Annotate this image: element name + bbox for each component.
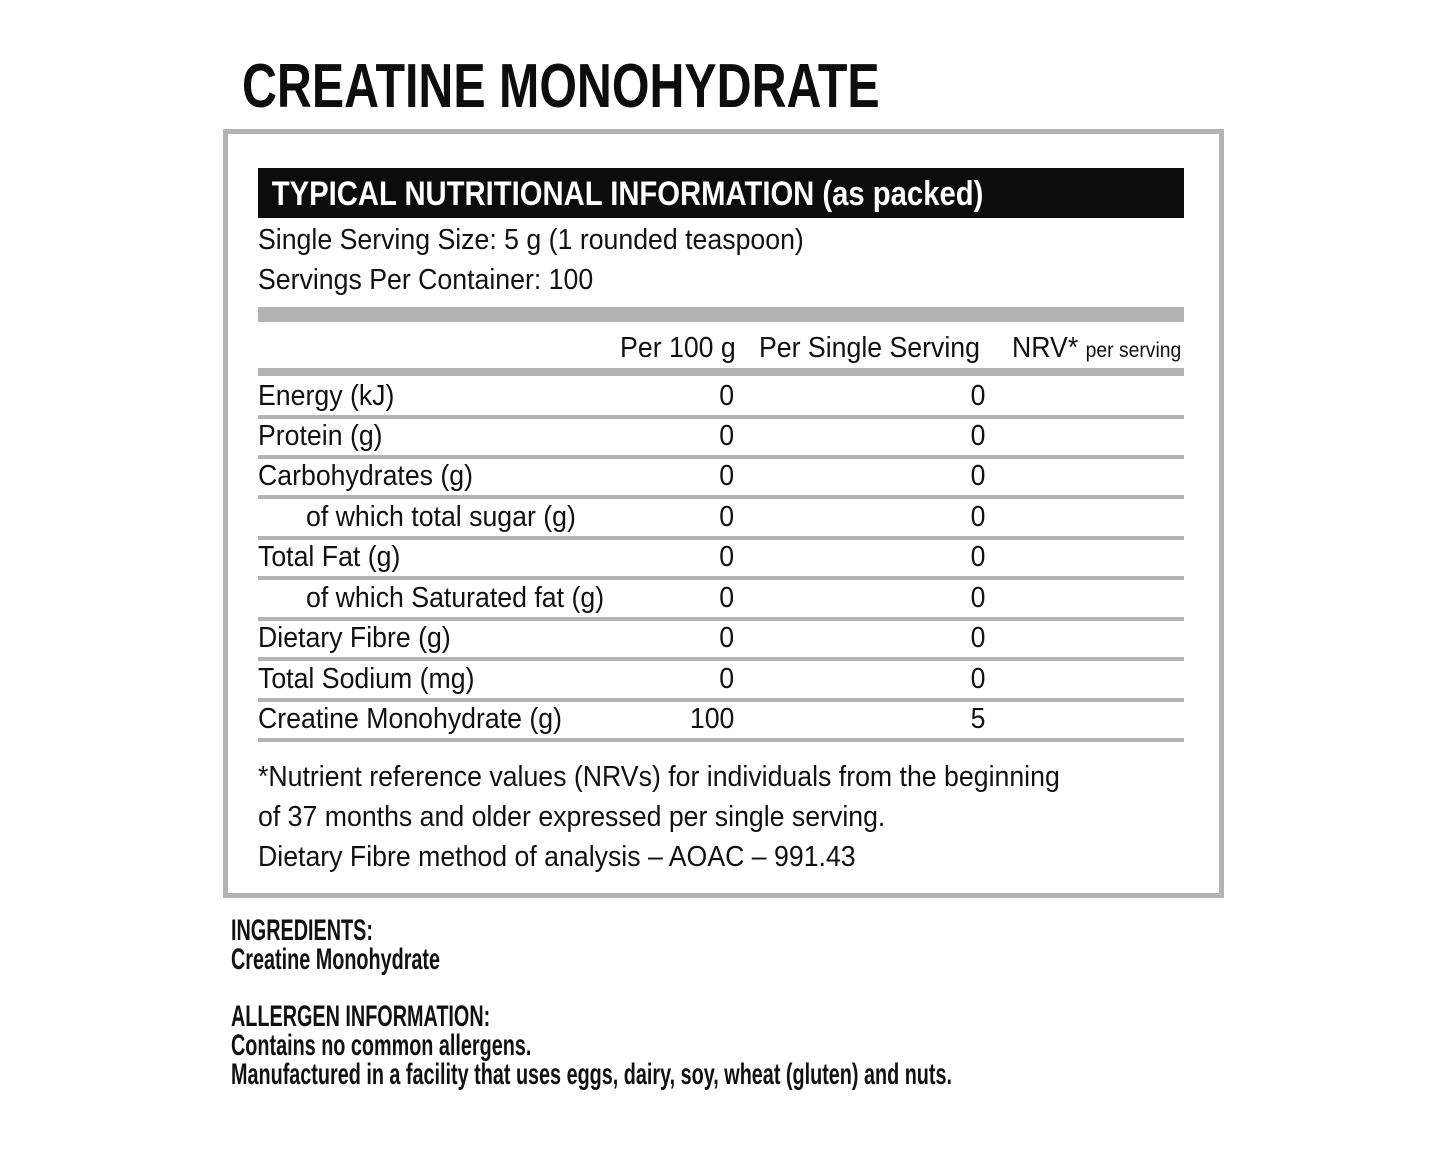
product-title: CREATINE MONOHYDRATE [242, 52, 880, 121]
row-label: of which Saturated fat (g) [306, 582, 605, 614]
row-value-per-100g: 0 [719, 380, 734, 412]
row-value-per-serving: 0 [970, 501, 986, 533]
table-row [258, 417, 1184, 455]
row-value-per-serving: 5 [970, 703, 986, 735]
row-value-per-serving: 0 [970, 420, 986, 452]
grey-divider-rule [258, 368, 1184, 376]
row-value-per-serving: 0 [970, 582, 986, 614]
nutrition-panel-header-text: TYPICAL NUTRITIONAL INFORMATION (as packed) [271, 175, 984, 213]
row-value-per-100g: 0 [719, 501, 734, 533]
table-row [258, 660, 1184, 698]
row-label: Carbohydrates (g) [258, 460, 474, 492]
row-value-per-100g: 0 [719, 582, 734, 614]
row-label: Energy (kJ) [258, 380, 395, 412]
row-value-per-serving: 0 [970, 622, 986, 654]
row-label: Protein (g) [258, 420, 383, 452]
grey-divider-bar [258, 307, 1184, 322]
column-header-per-100g: Per 100 g [620, 332, 736, 364]
table-row [258, 619, 1184, 657]
row-label: Creatine Monohydrate (g) [258, 703, 563, 735]
row-label: Dietary Fibre (g) [258, 622, 451, 654]
row-value-per-serving: 0 [970, 380, 986, 412]
servings-per-container: Servings Per Container: 100 [258, 264, 594, 296]
column-header-per-serving: Per Single Serving [759, 332, 980, 364]
row-value-per-100g: 0 [719, 622, 734, 654]
nutrition-panel [223, 129, 1224, 898]
allergen-heading: ALLERGEN INFORMATION: [231, 1000, 491, 1033]
row-value-per-serving: 0 [970, 541, 986, 573]
table-row [258, 457, 1184, 495]
footnote-line: *Nutrient reference values (NRVs) for individuals from the beginning [258, 761, 1060, 793]
column-header-nrv [1012, 331, 1181, 368]
serving-size: Single Serving Size: 5 g (1 rounded teaspoon) [258, 224, 804, 256]
table-row [258, 579, 1184, 617]
footnote-line: Dietary Fibre method of analysis – AOAC – 991.43 [258, 841, 856, 873]
row-value-per-serving: 0 [970, 663, 986, 695]
row-value-per-100g: 0 [719, 663, 734, 695]
nrv-note: per serving [1085, 339, 1182, 362]
allergen-text-line-1: Contains no common allergens. [231, 1029, 532, 1062]
allergen-text-line-2: Manufactured in a facility that uses eggs, dairy, soy, wheat (gluten) and nuts. [231, 1058, 952, 1091]
row-value-per-100g: 0 [719, 541, 734, 573]
table-row [258, 498, 1184, 536]
table-row [258, 700, 1184, 738]
ingredients-heading: INGREDIENTS: [231, 914, 373, 947]
table-row [258, 538, 1184, 576]
row-label: of which total sugar (g) [306, 501, 576, 533]
row-divider [258, 738, 1184, 742]
row-label: Total Sodium (mg) [258, 663, 475, 695]
row-value-per-100g: 100 [689, 703, 734, 735]
nrv-label: NRV* [1012, 332, 1079, 364]
row-value-per-serving: 0 [970, 460, 986, 492]
ingredients-text: Creatine Monohydrate [231, 943, 441, 976]
row-label: Total Fat (g) [258, 541, 401, 573]
footnote-line: of 37 months and older expressed per single serving. [258, 801, 886, 833]
row-value-per-100g: 0 [719, 460, 734, 492]
nutrition-panel-header [258, 168, 1184, 218]
row-value-per-100g: 0 [719, 420, 734, 452]
table-row [258, 377, 1184, 415]
